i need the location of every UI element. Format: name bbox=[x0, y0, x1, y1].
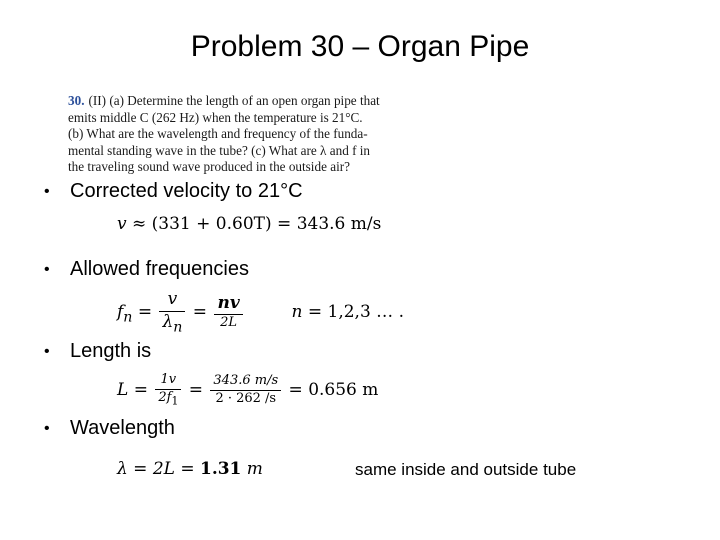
bullet-label: Allowed frequencies bbox=[70, 258, 249, 280]
fraction-nv-over-2L: $\frac{nv}{2L}$ bbox=[214, 294, 242, 331]
problem-statement-image bbox=[68, 93, 438, 176]
bullet-dot: • bbox=[44, 183, 50, 200]
bullet-label: Length is bbox=[70, 340, 152, 362]
bullet-length bbox=[44, 340, 152, 363]
bullet-wavelength bbox=[44, 417, 175, 440]
problem-line-4: mental standing wave in the tube? (c) What are λ and f in bbox=[68, 142, 371, 158]
bullet-dot: • bbox=[44, 343, 50, 360]
problem-line-1: 30. (II) (a) Determine the length of an open organ pipe that bbox=[68, 93, 380, 108]
problem-line-5: the traveling sound wave produced in the outside air? bbox=[68, 159, 350, 174]
bullet-dot: • bbox=[44, 420, 50, 437]
slide-title: Problem 30 – Organ Pipe bbox=[190, 30, 530, 63]
length-equation: L = $\frac{1v}{2f_1}$ = $\frac{343.6 m/s}{2 \cdot 262 /s}$ = 0.656 m bbox=[117, 372, 379, 408]
bullet-label: Corrected velocity to 21°C bbox=[70, 180, 303, 202]
wavelength-note: same inside and outside tube bbox=[355, 460, 577, 479]
frequency-equation: $f_n$ = $\frac{v}{\lambda_n}$ = $\frac{nv}{2L}$ n = 1,2,3 … . bbox=[117, 289, 404, 335]
bullet-velocity bbox=[44, 180, 303, 203]
wavelength-equation: λ = 2L = 1.31 m bbox=[117, 459, 263, 479]
fraction-numeric: $\frac{343.6 m/s}{2 \cdot 262 /s}$ bbox=[210, 374, 281, 407]
bullet-dot: • bbox=[44, 261, 50, 278]
problem-line-3: (b) What are the wavelength and frequency of the funda- bbox=[68, 126, 368, 141]
fraction-v-over-lambda: $\frac{v}{\lambda_n}$ bbox=[159, 290, 185, 335]
problem-number: 30. bbox=[68, 93, 85, 108]
problem-line-2: emits middle C (262 Hz) when the temperature is 21°C. bbox=[68, 109, 363, 125]
bullet-frequencies bbox=[44, 258, 249, 281]
bullet-label: Wavelength bbox=[70, 417, 175, 439]
velocity-equation: v ≈ (331 + 0.60T) = 343.6 m/s bbox=[117, 214, 382, 234]
fraction-1v-over-2f1: $\frac{1v}{2f_1}$ bbox=[155, 373, 181, 408]
